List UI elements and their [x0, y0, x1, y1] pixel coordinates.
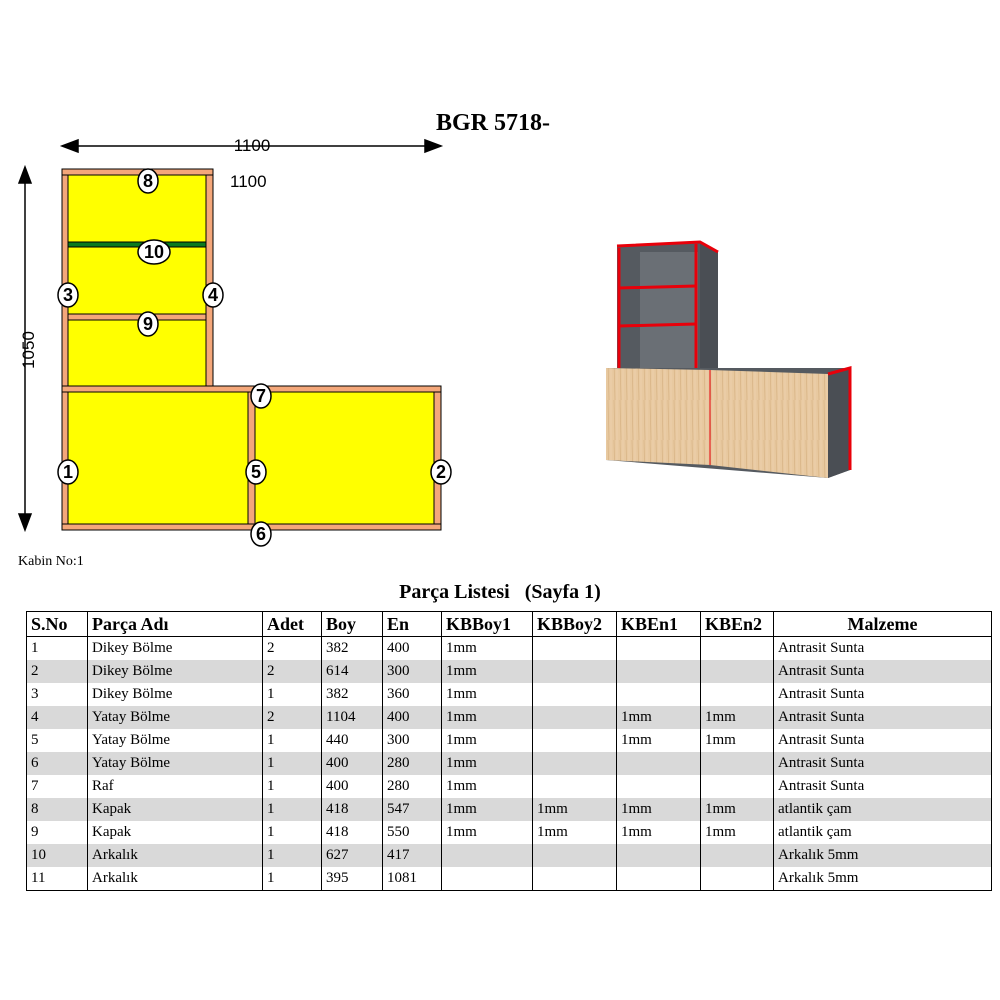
cell-kben2: 1mm — [701, 821, 774, 844]
col-header-kbboy1: KBBoy1 — [442, 612, 533, 637]
cell-kbboy1 — [442, 867, 533, 891]
cell-kbboy1: 1mm — [442, 821, 533, 844]
cell-kbboy1: 1mm — [442, 775, 533, 798]
cell-kben1 — [617, 867, 701, 891]
cell-width: 300 — [383, 729, 442, 752]
cell-length: 627 — [322, 844, 383, 867]
front-view-drawing — [0, 120, 470, 550]
cell-material: Antrasit Sunta — [774, 729, 992, 752]
upper-compartment-1 — [68, 175, 206, 242]
cell-part-name: Raf — [88, 775, 263, 798]
cell-kben2 — [701, 660, 774, 683]
cell-length: 1104 — [322, 706, 383, 729]
height-dim-left: 1050 — [19, 331, 38, 369]
side-panel-4 — [206, 175, 213, 386]
cell-qty: 1 — [263, 821, 322, 844]
upper-compartment-3 — [68, 320, 206, 386]
cell-length: 418 — [322, 821, 383, 844]
cell-part-name: Kapak — [88, 821, 263, 844]
arrow-up-icon — [19, 167, 31, 183]
door-left — [606, 368, 710, 465]
cell-length: 382 — [322, 637, 383, 661]
part-label-3 — [58, 283, 78, 307]
part-label-8 — [138, 169, 158, 193]
cell-qty: 2 — [263, 660, 322, 683]
cell-qty: 1 — [263, 775, 322, 798]
cell-part-name: Arkalık — [88, 867, 263, 891]
lower-left-compartment — [68, 392, 248, 524]
cell-qty: 1 — [263, 729, 322, 752]
cell-kbboy2 — [533, 683, 617, 706]
cell-kbboy1: 1mm — [442, 683, 533, 706]
svg-text:3: 3 — [62, 285, 74, 305]
cell-sno: 10 — [27, 844, 88, 867]
cell-kben2 — [701, 844, 774, 867]
cell-kbboy1: 1mm — [442, 706, 533, 729]
part-label-6 — [251, 522, 271, 546]
part-label-1 — [58, 460, 78, 484]
svg-text:6: 6 — [255, 524, 267, 544]
cell-kbboy2 — [533, 844, 617, 867]
part-label-4 — [203, 283, 223, 307]
cell-kbboy2 — [533, 660, 617, 683]
cell-kbboy1: 1mm — [442, 660, 533, 683]
part-label-7 — [251, 384, 271, 408]
cell-kben1: 1mm — [617, 798, 701, 821]
cell-sno: 5 — [27, 729, 88, 752]
cell-kbboy1: 1mm — [442, 729, 533, 752]
col-header-kben1: KBEn1 — [617, 612, 701, 637]
divider-panel-5 — [248, 392, 255, 524]
cabinet-number: Kabin No:1 — [18, 554, 84, 569]
cell-kben1: 1mm — [617, 821, 701, 844]
col-header-material: Malzeme — [774, 612, 992, 637]
table-row — [27, 706, 992, 729]
cell-kben2: 1mm — [701, 729, 774, 752]
part-label-2 — [431, 460, 451, 484]
cell-material: Arkalık 5mm — [774, 844, 992, 867]
cell-kbboy2 — [533, 729, 617, 752]
cell-kben1: 1mm — [617, 706, 701, 729]
cell-qty: 1 — [263, 752, 322, 775]
cell-kben2 — [701, 867, 774, 891]
cell-width: 400 — [383, 637, 442, 661]
table-row — [27, 867, 992, 891]
lower-right-compartment — [255, 392, 434, 524]
base-side — [828, 368, 850, 478]
cell-part-name: Dikey Bölme — [88, 660, 263, 683]
cell-width: 280 — [383, 775, 442, 798]
cell-sno: 3 — [27, 683, 88, 706]
cell-part-name: Yatay Bölme — [88, 706, 263, 729]
cell-width: 400 — [383, 706, 442, 729]
cell-qty: 1 — [263, 683, 322, 706]
cabinet-3d-render — [590, 225, 860, 480]
part-label-10 — [138, 240, 170, 264]
cell-width: 547 — [383, 798, 442, 821]
cell-kben1 — [617, 752, 701, 775]
cell-part-name: Kapak — [88, 798, 263, 821]
cell-kben2 — [701, 752, 774, 775]
cell-width: 1081 — [383, 867, 442, 891]
shelf-9 — [68, 314, 206, 320]
cell-material: Antrasit Sunta — [774, 637, 992, 661]
cell-kbboy2: 1mm — [533, 798, 617, 821]
side-panel-1 — [62, 392, 68, 524]
cell-kbboy1 — [442, 844, 533, 867]
table-header-row — [27, 612, 992, 637]
cell-part-name: Dikey Bölme — [88, 637, 263, 661]
upper-compartment-2 — [68, 247, 206, 314]
part-label-9 — [138, 312, 158, 336]
shelf-10 — [68, 242, 206, 247]
table-row — [27, 775, 992, 798]
tower-side — [700, 242, 718, 372]
cell-material: Antrasit Sunta — [774, 775, 992, 798]
cell-length: 395 — [322, 867, 383, 891]
svg-text:10: 10 — [143, 242, 165, 262]
col-header-kbboy2: KBBoy2 — [533, 612, 617, 637]
cell-length: 400 — [322, 752, 383, 775]
cell-kben2 — [701, 775, 774, 798]
col-header-qty: Adet — [263, 612, 322, 637]
cell-qty: 2 — [263, 637, 322, 661]
arrow-left-icon — [62, 140, 78, 152]
cell-kben2: 1mm — [701, 706, 774, 729]
shelf-lower-edge — [619, 324, 696, 326]
table-row — [27, 752, 992, 775]
shelf-upper-edge — [619, 286, 696, 288]
side-panel-3 — [62, 175, 68, 386]
cell-qty: 1 — [263, 798, 322, 821]
top-panel-8 — [62, 169, 213, 175]
col-header-part-name: Parça Adı — [88, 612, 263, 637]
table-row — [27, 821, 992, 844]
drawing-title: BGR 5718- — [436, 110, 550, 136]
cell-sno: 7 — [27, 775, 88, 798]
cell-kbboy2 — [533, 706, 617, 729]
col-header-length: Boy — [322, 612, 383, 637]
cell-kbboy2 — [533, 867, 617, 891]
cell-sno: 11 — [27, 867, 88, 891]
arrow-right-icon — [425, 140, 441, 152]
cell-material: Antrasit Sunta — [774, 660, 992, 683]
parts-list-title: Parça Listesi (Sayfa 1) — [399, 581, 601, 603]
cell-kbboy2: 1mm — [533, 821, 617, 844]
cell-kben2: 1mm — [701, 798, 774, 821]
cell-kbboy2 — [533, 637, 617, 661]
cell-part-name: Dikey Bölme — [88, 683, 263, 706]
cell-material: Arkalık 5mm — [774, 867, 992, 891]
svg-text:7: 7 — [255, 386, 267, 406]
svg-text:1: 1 — [62, 462, 74, 482]
cell-qty: 2 — [263, 706, 322, 729]
svg-text:5: 5 — [250, 462, 262, 482]
svg-text:9: 9 — [142, 314, 154, 334]
cell-kben2 — [701, 683, 774, 706]
width-dim-side: 1100 — [230, 172, 267, 191]
table-row — [27, 660, 992, 683]
col-header-kben2: KBEn2 — [701, 612, 774, 637]
cell-qty: 1 — [263, 867, 322, 891]
door-right — [710, 370, 828, 478]
cell-kben1 — [617, 844, 701, 867]
col-header-sno: S.No — [27, 612, 88, 637]
cell-length: 400 — [322, 775, 383, 798]
arrow-down-icon — [19, 514, 31, 530]
cell-length: 418 — [322, 798, 383, 821]
cell-kbboy1: 1mm — [442, 752, 533, 775]
cell-width: 280 — [383, 752, 442, 775]
table-row — [27, 683, 992, 706]
cell-kben1 — [617, 637, 701, 661]
cell-length: 382 — [322, 683, 383, 706]
cell-sno: 8 — [27, 798, 88, 821]
cell-length: 440 — [322, 729, 383, 752]
cell-material: Antrasit Sunta — [774, 706, 992, 729]
svg-text:8: 8 — [142, 171, 154, 191]
cell-width: 300 — [383, 660, 442, 683]
cell-material: Antrasit Sunta — [774, 683, 992, 706]
svg-text:2: 2 — [435, 462, 447, 482]
cell-kbboy1: 1mm — [442, 637, 533, 661]
cell-width: 360 — [383, 683, 442, 706]
cell-part-name: Yatay Bölme — [88, 729, 263, 752]
cell-material: Antrasit Sunta — [774, 752, 992, 775]
part-label-5 — [246, 460, 266, 484]
cell-part-name: Arkalık — [88, 844, 263, 867]
cell-sno: 9 — [27, 821, 88, 844]
cell-width: 417 — [383, 844, 442, 867]
table-row — [27, 729, 992, 752]
cell-sno: 6 — [27, 752, 88, 775]
table-row — [27, 637, 992, 661]
cell-sno: 2 — [27, 660, 88, 683]
cell-kben1 — [617, 683, 701, 706]
width-dim-top: 1100 — [233, 136, 271, 155]
tower-back — [640, 252, 698, 368]
cell-kbboy1: 1mm — [442, 798, 533, 821]
cell-sno: 1 — [27, 637, 88, 661]
parts-table — [26, 611, 992, 891]
cell-qty: 1 — [263, 844, 322, 867]
cell-kben1 — [617, 775, 701, 798]
col-header-width: En — [383, 612, 442, 637]
svg-text:4: 4 — [207, 285, 219, 305]
cell-kbboy2 — [533, 775, 617, 798]
cell-material: atlantik çam — [774, 821, 992, 844]
cell-kben1: 1mm — [617, 729, 701, 752]
cell-kbboy2 — [533, 752, 617, 775]
cell-kben1 — [617, 660, 701, 683]
cell-width: 550 — [383, 821, 442, 844]
cell-part-name: Yatay Bölme — [88, 752, 263, 775]
table-row — [27, 798, 992, 821]
cell-sno: 4 — [27, 706, 88, 729]
side-panel-2 — [434, 392, 441, 524]
table-row — [27, 844, 992, 867]
cell-kben2 — [701, 637, 774, 661]
cell-material: atlantik çam — [774, 798, 992, 821]
cell-length: 614 — [322, 660, 383, 683]
